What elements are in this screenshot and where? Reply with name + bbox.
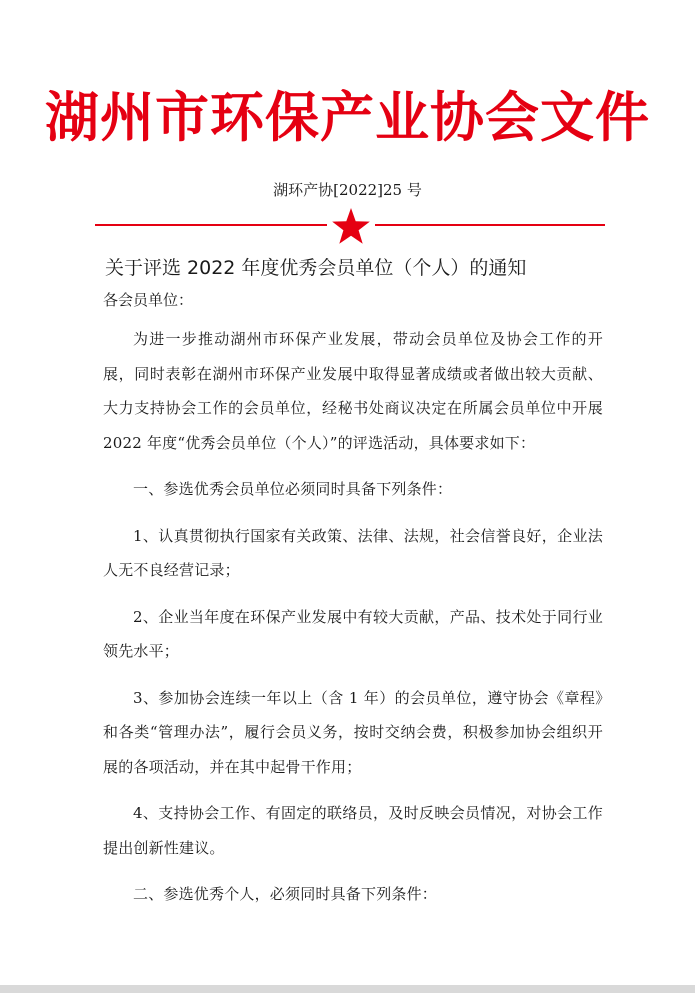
document-header-title: 湖州市环保产业协会文件 xyxy=(45,86,650,149)
body-paragraph: 4、支持协会工作、有固定的联络员，及时反映会员情况，对协会工作提出创新性建议。 xyxy=(103,804,603,857)
notice-body xyxy=(103,322,603,924)
page-bottom-edge xyxy=(0,985,695,993)
body-paragraph: 2、企业当年度在环保产业发展中有较大贡献，产品、技术处于同行业领先水平； xyxy=(103,607,603,660)
body-paragraph: 为进一步推动湖州市环保产业发展，带动会员单位及协会工作的开展，同时表彰在湖州市环保产业发展中取得显著成绩或者做出较大贡献、大力支持协会工作的会员单位，经秘书处商议决定在所属会员单位中开展 2022 年度“优秀会员单位（个人）”的评选活动，具体要求如下： xyxy=(103,330,603,452)
star-icon xyxy=(331,207,371,245)
star-shape xyxy=(332,208,370,244)
header-divider-left xyxy=(95,224,327,226)
document-number: 湖环产协[2022]25 号 xyxy=(273,181,422,199)
body-paragraph: 1、认真贯彻执行国家有关政策、法律、法规，社会信誉良好，企业法人无不良经营记录； xyxy=(103,526,603,579)
salutation: 各会员单位： xyxy=(103,291,194,309)
body-paragraph: 3、参加协会连续一年以上（含 1 年）的会员单位，遵守协会《章程》和各类“管理办法”，履行会员义务，按时交纳会费，积极参加协会组织开展的各项活动，并在其中起骨干作用； xyxy=(103,688,603,776)
header-divider-right xyxy=(375,224,605,226)
section-heading: 一、参选优秀会员单位必须同时具备下列条件： xyxy=(133,480,453,498)
notice-title: 关于评选 2022 年度优秀会员单位（个人）的通知 xyxy=(105,257,527,279)
section-heading: 二、参选优秀个人，必须同时具备下列条件： xyxy=(133,885,438,903)
